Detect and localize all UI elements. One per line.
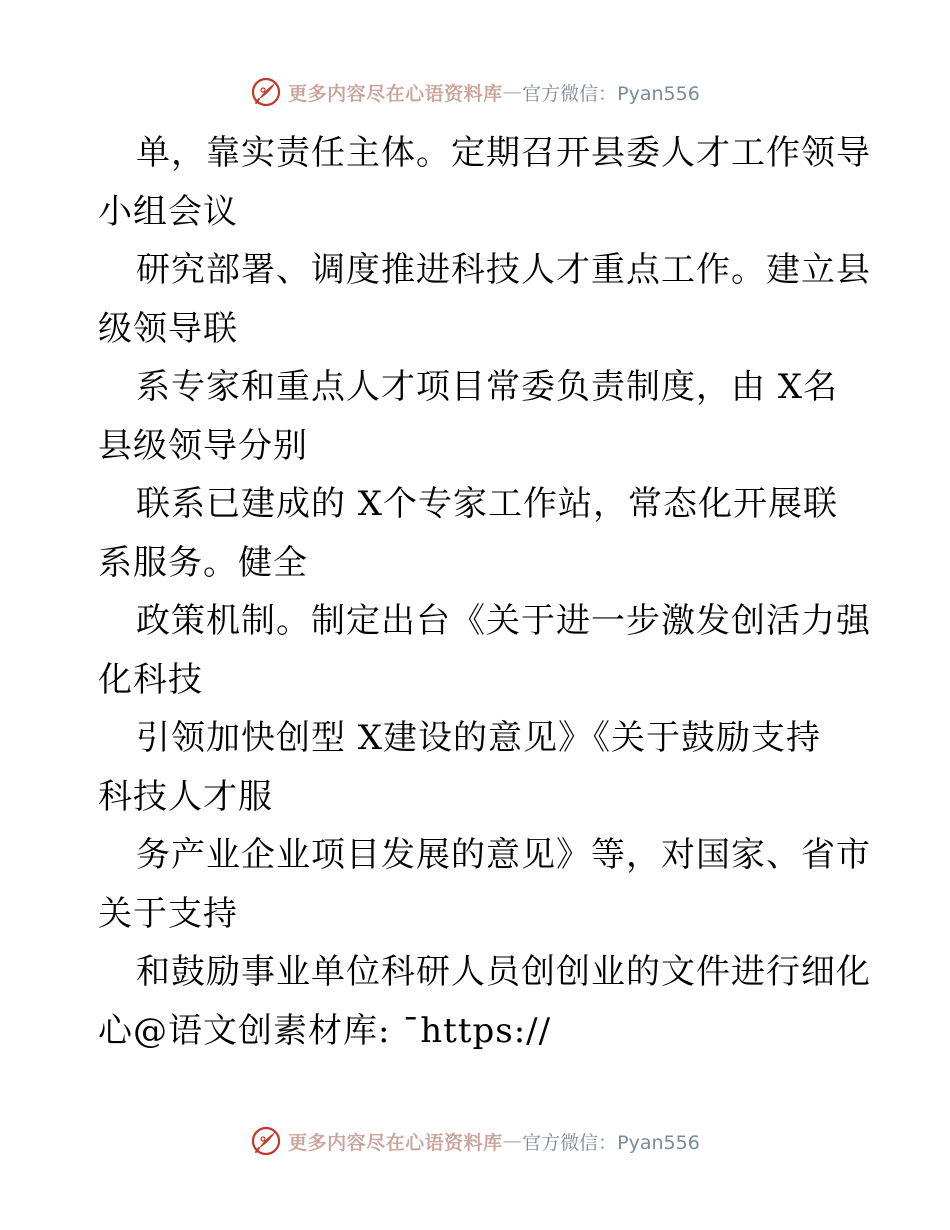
watermark-dash: — xyxy=(502,81,523,103)
header-watermark xyxy=(0,72,950,112)
body-line: 小组会议 xyxy=(98,191,238,232)
watermark-wechat-text: 官方微信：Pyan556 xyxy=(522,82,700,105)
watermark-dash: — xyxy=(502,1130,523,1152)
body-line: 级领导联 xyxy=(98,308,238,349)
quill-pen-logo-icon xyxy=(250,1125,282,1157)
body-line: 科技人才服 xyxy=(98,776,273,817)
document-body xyxy=(98,124,871,1060)
body-line: 务产业企业项目发展的意见》等，对国家、省市 xyxy=(136,835,871,875)
footer-watermark xyxy=(0,1121,950,1161)
body-line: 关于支持 xyxy=(98,893,238,934)
body-line: 县级领导分别 xyxy=(98,425,308,466)
body-line: 引领加快创型 X建设的意见》《关于鼓励支持 xyxy=(136,718,822,758)
watermark-wechat-text: 官方微信：Pyan556 xyxy=(522,1131,700,1154)
body-line: 心@语文创素材库: ¯https:// xyxy=(98,1010,552,1051)
watermark-brand-text: 更多内容尽在心语资料库 xyxy=(288,82,503,105)
body-line: 和鼓励事业单位科研人员创创业的文件进行细化 xyxy=(136,952,871,992)
body-line: 化科技 xyxy=(98,659,203,700)
quill-pen-logo-icon xyxy=(250,76,282,108)
body-line: 研究部署、调度推进科技人才重点工作。建立县 xyxy=(136,250,871,290)
body-line: 政策机制。制定出台《关于进一步激发创活力强 xyxy=(136,601,871,641)
body-line: 联系已建成的 X个专家工作站，常态化开展联 xyxy=(136,484,839,524)
body-line: 单，靠实责任主体。定期召开县委人才工作领导 xyxy=(136,133,871,173)
body-line: 系服务。健全 xyxy=(98,542,308,583)
body-line: 系专家和重点人才项目常委负责制度，由 X名 xyxy=(136,367,839,407)
watermark-brand-text: 更多内容尽在心语资料库 xyxy=(288,1131,503,1154)
